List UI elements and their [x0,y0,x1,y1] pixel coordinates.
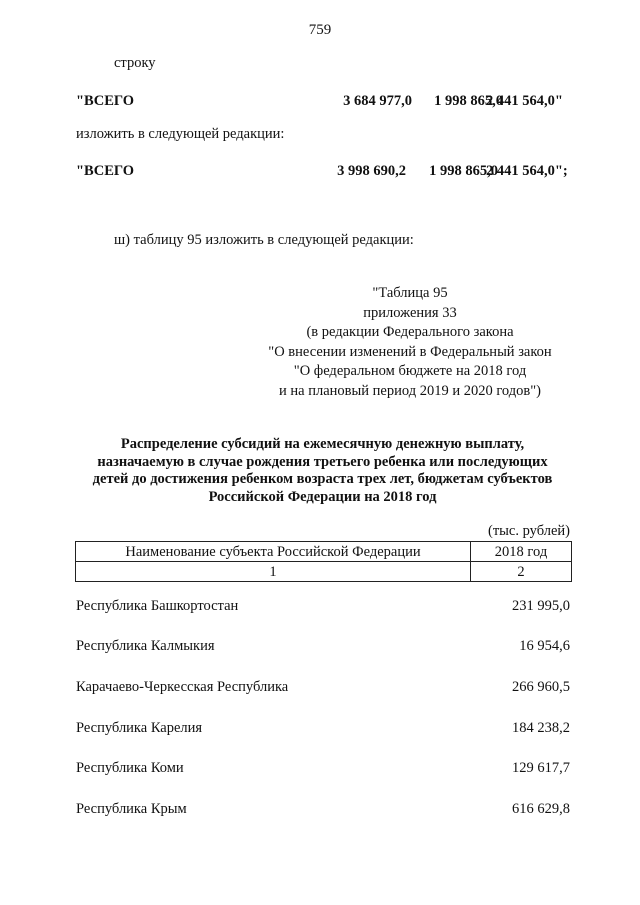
unit-label: (тыс. рублей) [488,523,570,539]
header-line: "Таблица 95 [372,285,448,301]
header-line: "О федеральном бюджете на 2018 год [293,363,527,379]
total-value-1: 3 684 977,0 [343,93,412,109]
region-name: Республика Коми [76,760,184,776]
table-header-note [240,284,580,401]
region-value: 129 617,7 [512,760,570,776]
total-value-2: 1 998 865,0 [429,163,498,179]
header-line: приложения 33 [363,304,457,321]
table-row [76,679,570,699]
total-row-old [76,93,576,113]
region-name: Республика Калмыкия [76,638,215,654]
region-value: 616 629,8 [512,801,570,817]
table-row [76,720,570,740]
table-header [75,541,572,582]
total-value-3: 2 441 564,0"; [486,163,568,179]
column-header-name: Наименование субъекта Российской Федерации [76,542,471,562]
region-value: 231 995,0 [512,598,570,614]
table-row [76,598,570,618]
header-line: "О внесении изменений в Федеральный закон [268,343,552,360]
region-name: Карачаево-Черкесская Республика [76,679,289,695]
region-name: Республика Башкортостан [76,598,239,614]
title-line: назначаемую в случае рождения третьего ребенка или последующих [97,453,548,470]
column-number-2: 2 [471,562,572,582]
region-name: Республика Крым [76,801,187,817]
region-value: 266 960,5 [512,679,570,695]
line-stroku: строку [114,55,156,71]
column-number-1: 1 [76,562,471,582]
header-line: и на плановый период 2019 и 2020 годов") [279,382,541,399]
title-line: Российской Федерации на 2018 год [208,488,437,505]
line-izlozhit: изложить в следующей редакции: [76,126,285,142]
total-label: "ВСЕГО [76,93,135,109]
header-line: (в редакции Федерального закона [306,324,514,340]
column-header-year: 2018 год [471,542,572,562]
table-row [76,760,570,780]
total-value-2: 1 998 865,0 [434,93,503,109]
region-value: 16 954,6 [519,638,570,654]
total-row-new [76,163,576,183]
total-label: "ВСЕГО [76,163,135,179]
item-sh: ш) таблицу 95 изложить в следующей редакции: [114,232,414,248]
title-line: Распределение субсидий на ежемесячную денежную выплату, [120,436,525,452]
table-title [75,436,570,506]
region-value: 184 238,2 [512,720,570,736]
region-name: Республика Карелия [76,720,203,736]
total-value-1: 3 998 690,2 [337,163,406,179]
table-row [76,638,570,658]
total-value-3: 2 441 564,0" [486,93,563,109]
page-number: 759 [308,22,332,38]
title-line: детей до достижения ребенком возраста трех лет, бюджетам субъектов [92,471,553,487]
table-row [76,801,570,821]
